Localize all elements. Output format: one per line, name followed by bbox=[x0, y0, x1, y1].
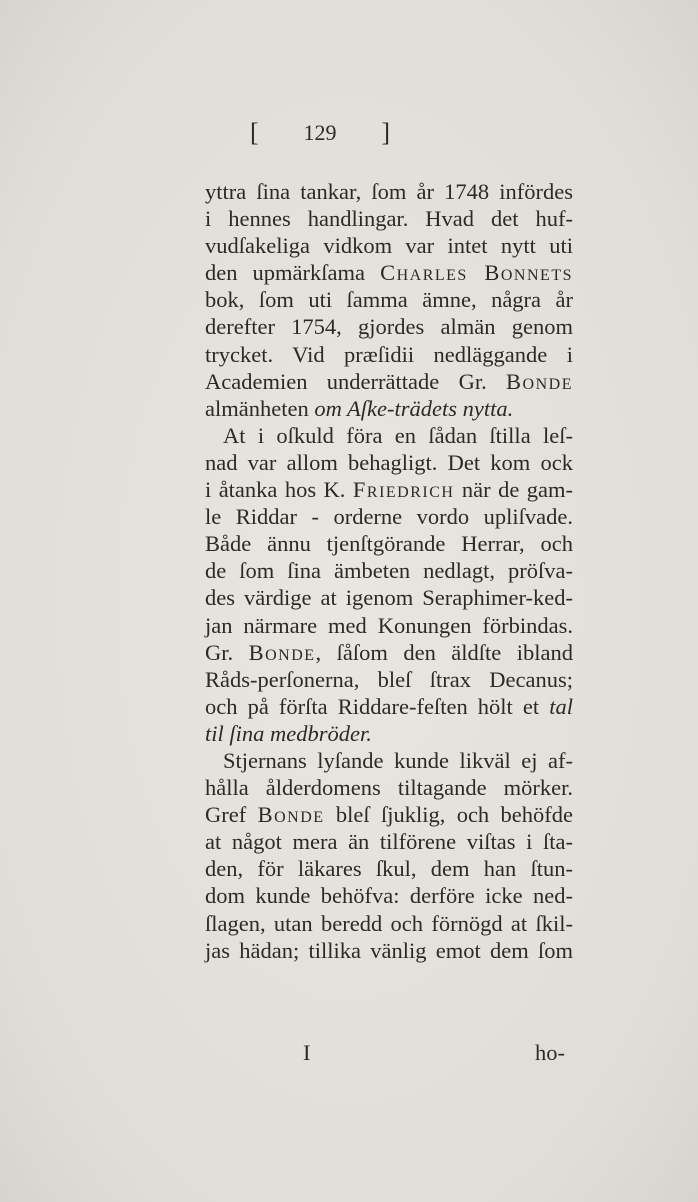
body-text bbox=[205, 178, 573, 964]
text-line bbox=[205, 720, 573, 747]
text-segment: Gref bbox=[205, 802, 258, 828]
text-segment: hålla ålderdomens tiltagande mörker. bbox=[205, 775, 573, 801]
running-header bbox=[250, 118, 390, 148]
text-segment: Gr. bbox=[205, 639, 249, 665]
text-segment: ſlagen, utan beredd och förnögd at ſkil- bbox=[205, 910, 573, 936]
text-segment: Stjernans lyſande kunde likväl ej af- bbox=[223, 747, 573, 773]
text-line bbox=[205, 313, 573, 340]
small-caps-name: Friedrich bbox=[352, 477, 455, 503]
text-line bbox=[205, 584, 573, 611]
text-line bbox=[205, 910, 573, 937]
text-segment: den upmärkſama bbox=[205, 260, 381, 286]
text-line bbox=[205, 205, 573, 232]
text-segment: almänheten bbox=[205, 395, 315, 421]
text-line bbox=[205, 774, 573, 801]
text-line bbox=[205, 747, 573, 774]
text-line bbox=[205, 530, 573, 557]
text-line bbox=[205, 449, 573, 476]
text-line bbox=[205, 286, 573, 313]
text-segment: Academien underrättade Gr. bbox=[205, 368, 507, 394]
text-line bbox=[205, 259, 573, 286]
text-segment: Både ännu tjenſtgörande Herrar, och bbox=[205, 531, 573, 557]
text-segment: nad var allom behagligt. Det kom ock bbox=[205, 449, 573, 475]
text-segment: at något mera än tilförene viſtas i ſta- bbox=[205, 829, 573, 855]
text-line bbox=[205, 178, 573, 205]
text-segment: At i oſkuld föra en ſådan ſtilla leſ- bbox=[223, 422, 573, 448]
text-line bbox=[205, 855, 573, 882]
text-line bbox=[205, 503, 573, 530]
text-segment: jan närmare med Konungen förbindas. bbox=[205, 612, 573, 638]
small-caps-name: Charles Bonnets bbox=[380, 260, 573, 286]
text-segment: den, för läkares ſkul, dem han ſtun- bbox=[205, 856, 573, 882]
text-line bbox=[205, 801, 573, 828]
text-segment: jas hädan; tillika vänlig emot dem ſom bbox=[205, 937, 573, 963]
page-number: 129 bbox=[303, 120, 337, 145]
text-segment: vudſakeliga vidkom var intet nytt uti bbox=[205, 233, 573, 259]
text-line bbox=[205, 828, 573, 855]
text-line bbox=[205, 422, 573, 449]
text-line bbox=[205, 666, 573, 693]
text-segment: derefter 1754, gjordes almän genom bbox=[205, 314, 573, 340]
text-segment: dom kunde behöfva: derföre icke ned- bbox=[205, 883, 573, 909]
text-line bbox=[205, 476, 573, 503]
text-line bbox=[205, 557, 573, 584]
italic-text: om Aſke-trädets nytta. bbox=[314, 395, 514, 421]
text-segment: bleſ ſjuklig, och behöfde bbox=[324, 802, 573, 828]
text-line bbox=[205, 395, 573, 422]
signature-mark: I bbox=[303, 1040, 311, 1065]
text-segment: i hennes handlingar. Hvad det huf- bbox=[205, 206, 573, 232]
small-caps-name: Bonde bbox=[506, 368, 573, 394]
text-segment: och på förſta Riddare-feſten hölt et bbox=[205, 693, 550, 719]
catchword: ho- bbox=[535, 1040, 565, 1065]
text-line bbox=[205, 937, 573, 964]
text-line bbox=[205, 612, 573, 639]
text-segment: de ſom ſina ämbeten nedlagt, pröſva- bbox=[205, 558, 573, 584]
open-bracket: [ bbox=[250, 118, 259, 147]
text-line bbox=[205, 639, 573, 666]
text-segment: när de gam- bbox=[454, 477, 574, 503]
text-segment: bok, ſom uti ſamma ämne, några år bbox=[205, 287, 573, 313]
small-caps-name: Bonde bbox=[257, 802, 325, 828]
text-line bbox=[205, 341, 573, 368]
text-segment: i åtanka hos K. bbox=[205, 477, 353, 503]
text-segment: yttra ſina tankar, ſom år 1748 infördes bbox=[205, 179, 573, 204]
italic-text: tal bbox=[549, 693, 573, 719]
text-segment: le Riddar - orderne vordo upliſvade. bbox=[205, 504, 573, 530]
text-segment: des värdige at igenom Seraphimer-ked- bbox=[205, 585, 573, 611]
text-line bbox=[205, 693, 573, 720]
text-segment: , ſåſom den äldſte ibland bbox=[315, 639, 573, 665]
text-line bbox=[205, 368, 573, 395]
text-segment: Råds-perſonerna, bleſ ſtrax Decanus; bbox=[205, 666, 573, 692]
close-bracket: ] bbox=[381, 118, 390, 147]
italic-text: til ſina medbröder. bbox=[205, 720, 372, 746]
text-line bbox=[205, 232, 573, 259]
text-line bbox=[205, 882, 573, 909]
small-caps-name: Bonde bbox=[248, 639, 316, 665]
text-segment: trycket. Vid præſidii nedläggande i bbox=[205, 341, 573, 367]
